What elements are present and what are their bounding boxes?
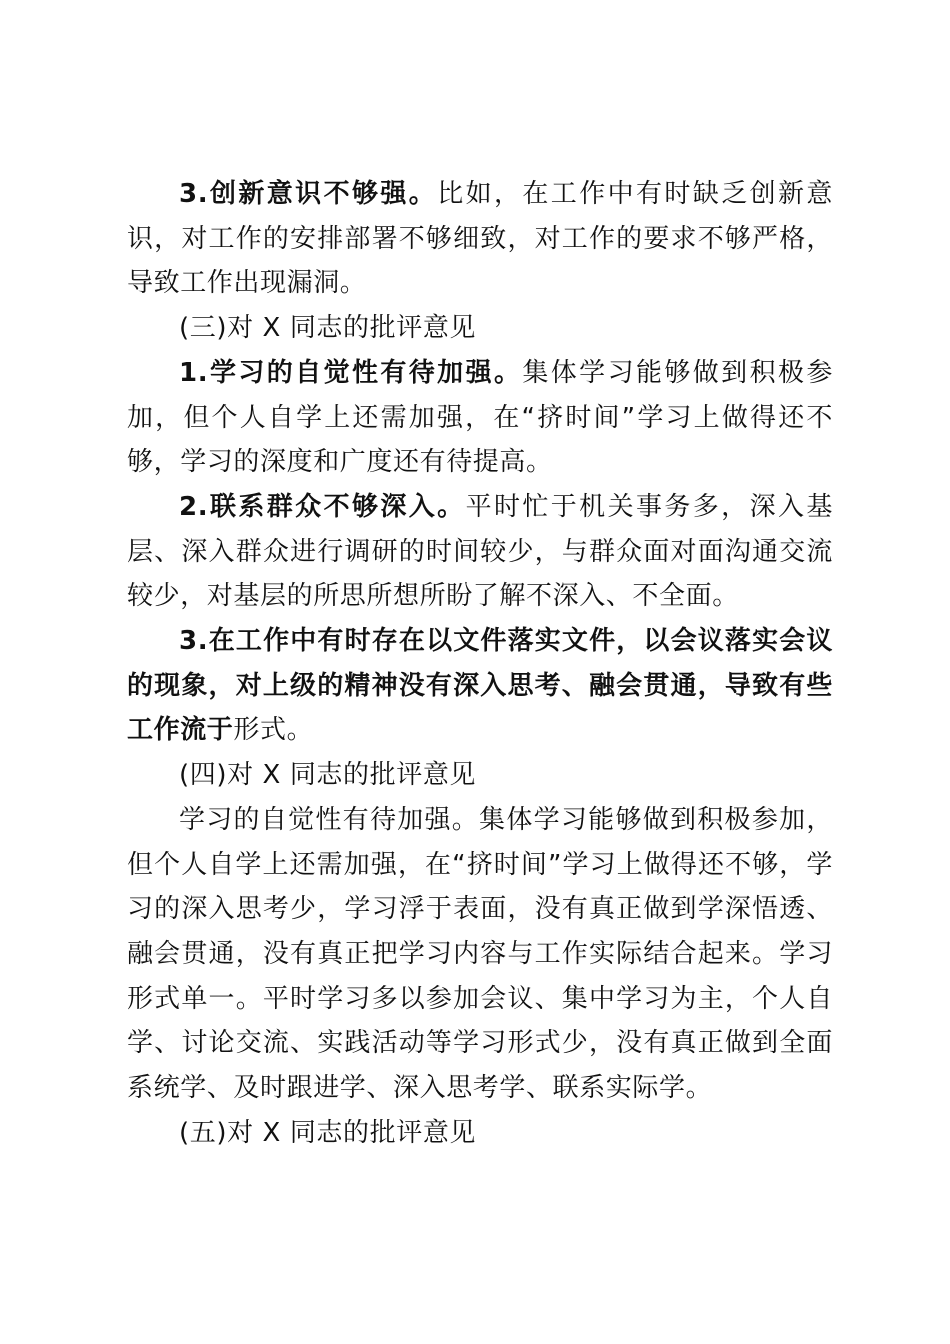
paragraph-formalism [127, 619, 833, 753]
paragraph-lead: 3.在工作中有时存在以文件落实文件，以会议落实会议的现象，对上级的精神没有深入思考、融会贯通，导致有些工作流于 [127, 626, 833, 746]
paragraph-text: 平时忙于机关事务多，深入基层、深入群众进行调研的时间较少，与群众面对面沟通交流较少，对基层的所思所想所盼了解不深入、不全面。 [127, 491, 833, 612]
section-heading-5 [127, 1111, 833, 1156]
paragraph-lead: 2.联系群众不够深入。 [179, 491, 466, 522]
paragraph-text: 集体学习能够做到积极参加，但个人自学上还需加强，在“挤时间”学习上做得还不够，学习的深度和广度还有待提高。 [127, 357, 833, 478]
paragraph-text: 比如，在工作中有时缺乏创新意识，对工作的安排部署不够细致，对工作的要求不够严格，导致工作出现漏洞。 [127, 179, 834, 299]
section-heading-3 [127, 306, 833, 351]
document-body [127, 172, 833, 1155]
section-heading-4 [127, 753, 833, 798]
paragraph-lead: 1.学习的自觉性有待加强。 [179, 357, 523, 388]
section-heading-text: (五)对 X 同志的批评意见 [179, 1117, 477, 1148]
paragraph-text: 形式。 [233, 715, 314, 746]
paragraph-lead: 3.创新意识不够强。 [179, 179, 438, 209]
paragraph-innovation [127, 172, 833, 306]
paragraph-study-awareness [127, 351, 833, 485]
section-heading-text: (四)对 X 同志的批评意见 [179, 760, 477, 791]
paragraph-text: 学习的自觉性有待加强。集体学习能够做到积极参加，但个人自学上还需加强，在“挤时间”学习上做得还不够，学习的深入思考少，学习浮于表面，没有真正做到学深悟透、融会贯通，没有真正把学习内容与工作实际结合起来。学习形式单一。平时学习多以参加会议、集中学习为主，个人自学、讨论交流、实践活动等学习形式少，没有真正做到全面系统学、及时跟进学、深入思考学、联系实际学。 [127, 804, 833, 1104]
paragraph-contact-masses [127, 485, 833, 619]
section-heading-text: (三)对 X 同志的批评意见 [179, 313, 477, 344]
paragraph-study-form [127, 798, 833, 1111]
